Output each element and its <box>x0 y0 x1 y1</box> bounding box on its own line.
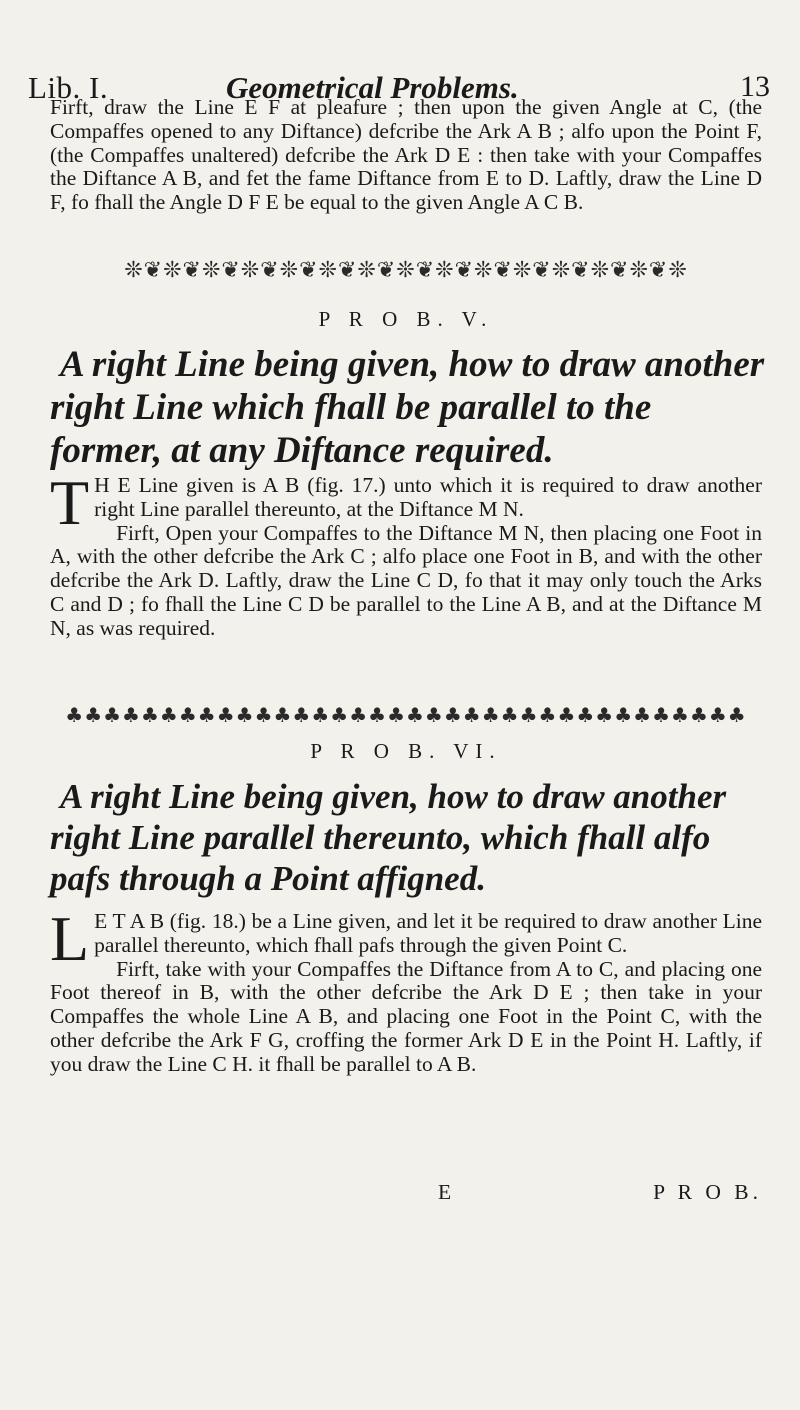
intro-paragraph <box>50 96 762 215</box>
problem-5-para-1 <box>50 467 762 538</box>
problem-5-heading: A right Line being given, how to draw another right Line which fhall be parallel to the former, at any Diftance required. <box>50 344 765 471</box>
problem-6-para-1 <box>50 903 762 974</box>
problem-6-para-2: Firft, take with your Compaffes the Diftance from A to C, and placing one Foot thereof in B, with the other defcribe the Ark D E ; then take in your Compaffes the whole Line A B, and placing one Foot in the Point C, with the other defcribe the Ark F G, croffing the former Ark D E in the Point H. Laftly, if you draw the Line C H. it fhall be parallel to A B. <box>50 956 762 1076</box>
catchword: P R O B. <box>653 1180 762 1204</box>
signature-mark: E <box>438 1180 452 1204</box>
page-number: 13 <box>740 70 770 103</box>
problem-6-para-1-text: E T A B (fig. 18.) be a Line given, and let it be required to draw another Line parallel thereunto, which fhall pafs through the given Point C. <box>94 909 762 957</box>
dropcap-l: L <box>50 903 90 974</box>
book-number: Lib. I. <box>28 70 109 105</box>
problem-5-label: P R O B. V. <box>318 307 494 331</box>
page-footer <box>50 1180 762 1206</box>
problem-5-body <box>50 467 762 641</box>
ornament-divider-1: ❊❦❊❦❊❦❊❦❊❦❊❦❊❦❊❦❊❦❊❦❊❦❊❦❊❦❊❦❊ <box>124 258 688 283</box>
problem-6-label: P R O B. VI. <box>310 739 502 763</box>
problem-6-body <box>50 903 762 1077</box>
running-title: Geometrical Problems. <box>226 70 519 105</box>
problem-5-para-2: Firft, Open your Compaffes to the Diftance M N, then placing one Foot in A, with the other defcribe the Ark C ; alfo place one Foot in B, and with the other defcribe the Ark D. Laftly, draw the Line C D, fo that it may only touch the Arks C and D ; fo fhall the Line C D be parallel to the Line A B, and at the Diftance M N, as was required. <box>50 520 762 640</box>
problem-6-heading: A right Line being given, how to draw another right Line parallel thereunto, which fhall alfo pafs through a Point affigned. <box>50 777 727 898</box>
dropcap-t: T <box>50 467 90 538</box>
ornament-divider-2: ♣♣♣♣♣♣♣♣♣♣♣♣♣♣♣♣♣♣♣♣♣♣♣♣♣♣♣♣♣♣♣♣♣♣♣♣ <box>65 703 747 727</box>
intro-text: Firft, draw the Line E F at pleafure ; then upon the given Angle at C, (the Compaffes opened to any Diftance) defcribe the Ark A B ; alfo upon the Point F, (the Compaffes unaltered) defcribe the Ark D E : then take with your Compaffes the Diftance A B, and fet the fame Diftance from E to D. Laftly, draw the Line D F, fo fhall the Angle D F E be equal to the given Angle A C B. <box>50 95 762 215</box>
problem-5-para-1-text: H E Line given is A B (fig. 17.) unto which it is required to draw another right Line parallel thereunto, at the Diftance M N. <box>94 473 762 521</box>
